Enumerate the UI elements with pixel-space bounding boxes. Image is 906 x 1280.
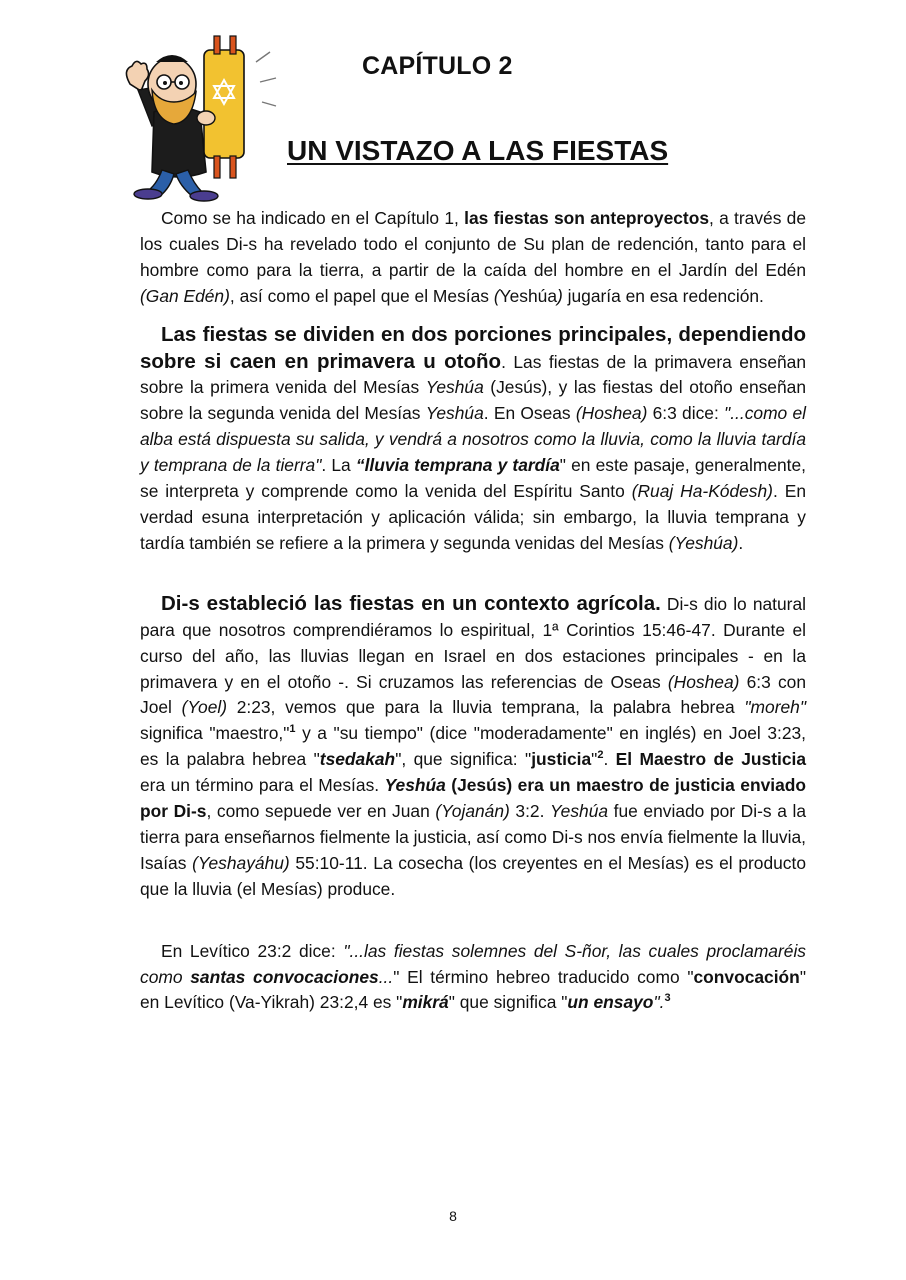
- text-run: ".: [653, 992, 665, 1013]
- text-run: . La: [321, 455, 356, 476]
- text-run: ...: [378, 966, 394, 987]
- text-run: " en Levítico (Va-Yikrah) 23:2,4 es ": [140, 966, 806, 1013]
- text-run: fue enviado por Di-s a la tierra para enseñarnos fielmente la justicia, así como Di-s nos envía fielmente la lluvia, Isaías: [140, 801, 806, 873]
- text-run: " El término hebreo traducido como ": [393, 966, 694, 987]
- text-run: .: [603, 749, 616, 770]
- text-run: " que significa ": [448, 992, 568, 1013]
- page-number: 8: [449, 1208, 457, 1224]
- text-run: 55:10-11. La cosecha (los creyentes en el Mesías) es el producto que la lluvia (el Mesías) produce.: [140, 852, 806, 899]
- text-run: . Las fiestas de la primavera enseñan sobre la primera venida del Mesías: [140, 351, 807, 398]
- chapter-heading: CAPÍTULO 2: [362, 52, 513, 80]
- text-run: y a "su tiempo" (dice "moderadamente" en inglés) en Joel 3:23, es la palabra hebrea ": [140, 723, 807, 770]
- text-run: mikrá: [402, 992, 449, 1013]
- text-run: (Yojanán): [435, 801, 510, 822]
- text-run: (Gan Edén): [140, 285, 230, 306]
- text-run: (Hoshea): [575, 403, 648, 424]
- body-text: [140, 206, 806, 1016]
- text-run: (Ruaj Ha-Kódesh): [631, 481, 773, 502]
- text-run: " en este pasaje, generalmente, se interpreta y comprende como la venida del Espíritu Santo: [140, 455, 806, 502]
- text-run: Di-s estableció las fiestas en un contexto agrícola.: [161, 591, 661, 615]
- paragraph: [140, 322, 806, 557]
- text-run: justicia: [531, 749, 592, 770]
- text-run: 3:2.: [509, 801, 551, 822]
- text-run: ", que significa: ": [395, 749, 532, 770]
- text-run: En Levítico 23:2 dice:: [161, 940, 344, 961]
- text-run: Yeshúa: [425, 403, 484, 424]
- text-run: "moreh": [744, 697, 807, 718]
- text-run: 6:3 con Joel: [140, 671, 806, 718]
- text-run: (Yoel): [181, 697, 228, 718]
- paragraph: [140, 939, 806, 1017]
- text-run: ): [557, 285, 563, 306]
- paragraph: [140, 591, 806, 903]
- text-run: Di-s dio lo natural para que nosotros comprendiéramos lo espiritual, 1ª Corintios 15:46-47. Durante el curso del año, las lluvias llegan en Israel en dos estaciones principales - en la primavera y en el otoño -. Si cruzamos las referencias de Oseas: [140, 593, 806, 692]
- rabbi-with-torah-scroll-icon: [116, 32, 286, 202]
- text-run: Yeshúa: [425, 377, 484, 398]
- text-run: era un término para el Mesías.: [140, 775, 385, 796]
- text-run: convocación: [693, 966, 800, 987]
- text-run: , como sepuede ver en Juan: [206, 801, 436, 822]
- text-run: (Yeshayáhu): [192, 852, 290, 873]
- footnote-ref: 1: [289, 723, 296, 736]
- text-run: Como se ha indicado en el Capítulo 1,: [161, 208, 465, 228]
- paragraph: [140, 206, 806, 310]
- text-run: ": [591, 749, 598, 770]
- text-run: jugaría en esa redención.: [562, 285, 764, 306]
- page-title: UN VISTAZO A LAS FIESTAS: [287, 135, 669, 166]
- text-run: "...como el alba está dispuesta su salida, y vendrá a nosotros como la lluvia, como la lluvia tardía y temprana de la tierra": [140, 403, 807, 476]
- text-run: Yeshúa: [384, 775, 446, 796]
- text-run: 6:3 dice:: [647, 403, 725, 424]
- text-run: “lluvia temprana y tardía: [355, 455, 560, 476]
- text-run: (: [493, 285, 500, 306]
- text-run: (Jesús) era un maestro de justicia enviado por Di-s: [140, 775, 806, 822]
- text-run: (Hoshea): [667, 671, 740, 692]
- text-run: (Yeshúa): [668, 532, 739, 553]
- text-run: santas convocaciones: [190, 966, 379, 987]
- text-run: (Jesús), y las fiestas del otoño enseñan sobre la segunda venida del Mesías: [140, 377, 806, 424]
- text-run: un ensayo: [567, 992, 654, 1013]
- footnote-ref: 3: [664, 992, 671, 1005]
- text-run: , a través de los cuales Di-s ha revelado todo el conjunto de Su plan de redención, tanto para el hombre como para la tierra, a partir de la caída del hombre en el Jardín del Edén: [140, 208, 806, 280]
- text-run: .: [738, 532, 744, 553]
- text-run: significa "maestro,": [140, 723, 290, 744]
- text-run: "...las fiestas solemnes del S-ñor, las cuales proclamaréis como: [140, 940, 806, 987]
- text-run: Las fiestas se dividen en dos porciones principales, dependiendo sobre si caen en primavera u otoño: [140, 322, 806, 373]
- text-run: Yeshúa: [550, 801, 609, 822]
- text-run: . En Oseas: [483, 403, 576, 424]
- text-run: 2:23, vemos que para la lluvia temprana, la palabra hebrea: [227, 697, 745, 718]
- text-run: tsedakah: [319, 749, 396, 770]
- text-run: . En verdad esuna interpretación y aplicación válida; sin embargo, la lluvia temprana y tardía también se refiere a la primera y segunda venidas del Mesías: [140, 481, 806, 553]
- text-run: El Maestro de Justicia: [615, 749, 806, 770]
- footnote-ref: 2: [597, 749, 604, 762]
- text-run: las fiestas son anteproyectos: [464, 208, 709, 228]
- text-run: , así como el papel que el Mesías: [229, 285, 494, 306]
- text-run: Yeshúa: [499, 285, 557, 306]
